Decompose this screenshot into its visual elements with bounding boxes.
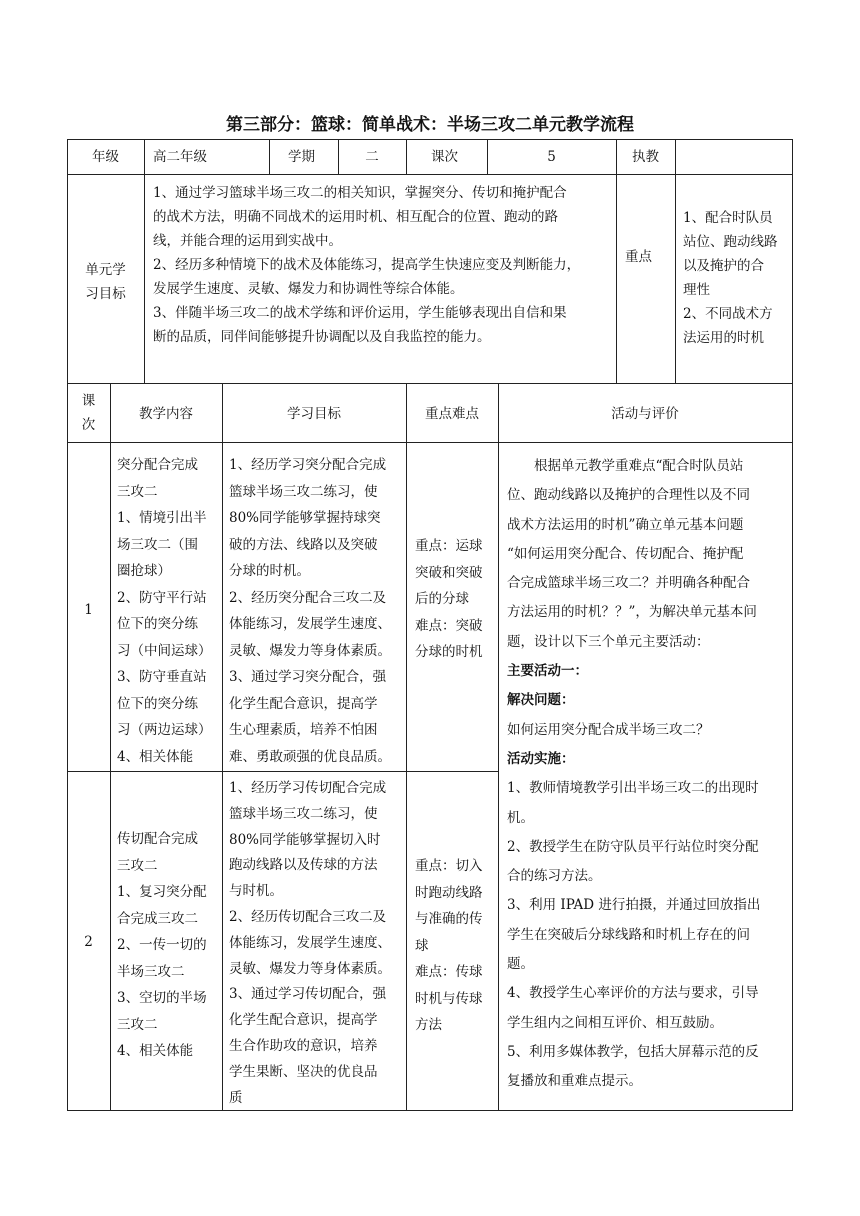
term-label: 学期 — [288, 149, 315, 165]
implementation-label: 活动实施： — [507, 750, 575, 767]
activity-intro: 根据单元教学重难点“配合时队员站 位、跑动线路以及掩护的合理性以及不同 战术方法运用的时机”确立单元基本问题 “如何运用突分配合、传切配合、掩护配 合完成篮球半场三攻二？并明确各种配合 方法运用的时机？？”，为解决单元基本问 题，设计以下三个单元主要活动： — [507, 458, 757, 650]
row2-keypoints: 重点：切入 时跑动线路 与准确的传 球 难点：传球 时机与传球 方法 — [415, 858, 483, 1033]
teacher-label: 执教 — [632, 149, 659, 165]
col-content-header: 教学内容 — [139, 406, 193, 422]
row1-keypoints: 重点：运球 突破和突破 后的分球 难点：突破 分球的时机 — [415, 538, 483, 660]
unit-key-text: 1、配合时队员 站位、跑动线路 以及掩护的合 理性 2、不同战术方 法运用的时机 — [683, 210, 778, 346]
lesson-value: 5 — [547, 149, 556, 165]
term-value: 二 — [365, 149, 379, 165]
row1-content: 突分配合完成 三攻二 1、情境引出半 场三攻二（围 圈抢球） 2、防守平行站 位下的突分练 习（中间运球） 3、防守垂直站 位下的突分练 习（两边运球） 4、相关体能 — [117, 457, 212, 765]
activity-text — [507, 452, 791, 1097]
lesson-label: 课次 — [431, 149, 458, 165]
col-key-header: 重点难点 — [425, 406, 479, 422]
main-activity-heading: 主要活动一： — [507, 663, 588, 680]
row2-number: 2 — [84, 934, 93, 950]
problem-text: 如何运用突分配合成半场三攻二？ — [507, 721, 710, 738]
row2-goals: 1、经历学习传切配合完成 篮球半场三攻二练习，使 80%同学能够掌握切入时 跑动线路以及传球的方法 与时机。 2、经历传切配合三攻二及 体能练习，发展学生速度、 灵敏、爆发力等身体素质。 3、通过学习传切配合，强 化学生配合意识，提高学 生合作助攻的意识，培养 学生果断、坚决的优良品 质 — [229, 780, 391, 1106]
page-title: 第三部分：篮球：简单战术：半场三攻二单元教学流程 — [226, 115, 634, 135]
col-lesson-header: 课 次 — [81, 393, 96, 433]
implementation-steps: 1、教师情境教学引出半场三攻二的出现时 机。 2、教授学生在防守队员平行站位时突分配 合的练习方法。 3、利用 IPAD 进行拍摄，并通过回放指出 学生在突破后分球线路和时机上存在的问 题。 4、教授学生心率评价的方法与要求，引导 学生组内之间相互评价、相互鼓励。 5、利用多媒体教学，包括大屏幕示范的反 复播放和重难点提示。 — [507, 780, 761, 1090]
row1-number: 1 — [84, 602, 93, 618]
col-goal-header: 学习目标 — [287, 406, 341, 422]
problem-label: 解决问题： — [507, 692, 575, 709]
row2-content: 传切配合完成 三攻二 1、复习突分配 合完成三攻二 2、一传一切的 半场三攻二 3、空切的半场 三攻二 4、相关体能 — [117, 831, 207, 1059]
grade-value: 高二年级 — [153, 149, 207, 165]
grade-label: 年级 — [92, 149, 119, 165]
unit-goal-label: 单元学 习目标 — [85, 262, 126, 302]
col-activity-header: 活动与评价 — [611, 406, 679, 422]
row1-goals: 1、经历学习突分配合完成 篮球半场三攻二练习，使 80%同学能够掌握持球突 破的方法、线路以及突破 分球的时机。 2、经历突分配合三攻二及 体能练习，发展学生速度、 灵敏、爆发力等身体素质。 3、通过学习突分配合，强 化学生配合意识，提高学 生心理素质，培养不怕困 难、勇敢顽强的优良品质。 — [229, 457, 391, 765]
unit-key-label: 重点 — [625, 249, 652, 265]
unit-goal-text: 1、通过学习篮球半场三攻二的相关知识，掌握突分、传切和掩护配合 的战术方法，明确不同战术的运用时机、相互配合的位置、跑动的路 线，并能合理的运用到实战中。 2、经历多种情境下的战术及体能练习，提高学生快速应变及判断能力， 发展学生速度、灵敏、爆发力和协调性等综合体能。 3、伴随半场三攻二的战术学练和评价运用，学生能够表现出自信和果 断的品质，同伴间能够提升协调配以及自我监控的能力。 — [153, 185, 581, 345]
